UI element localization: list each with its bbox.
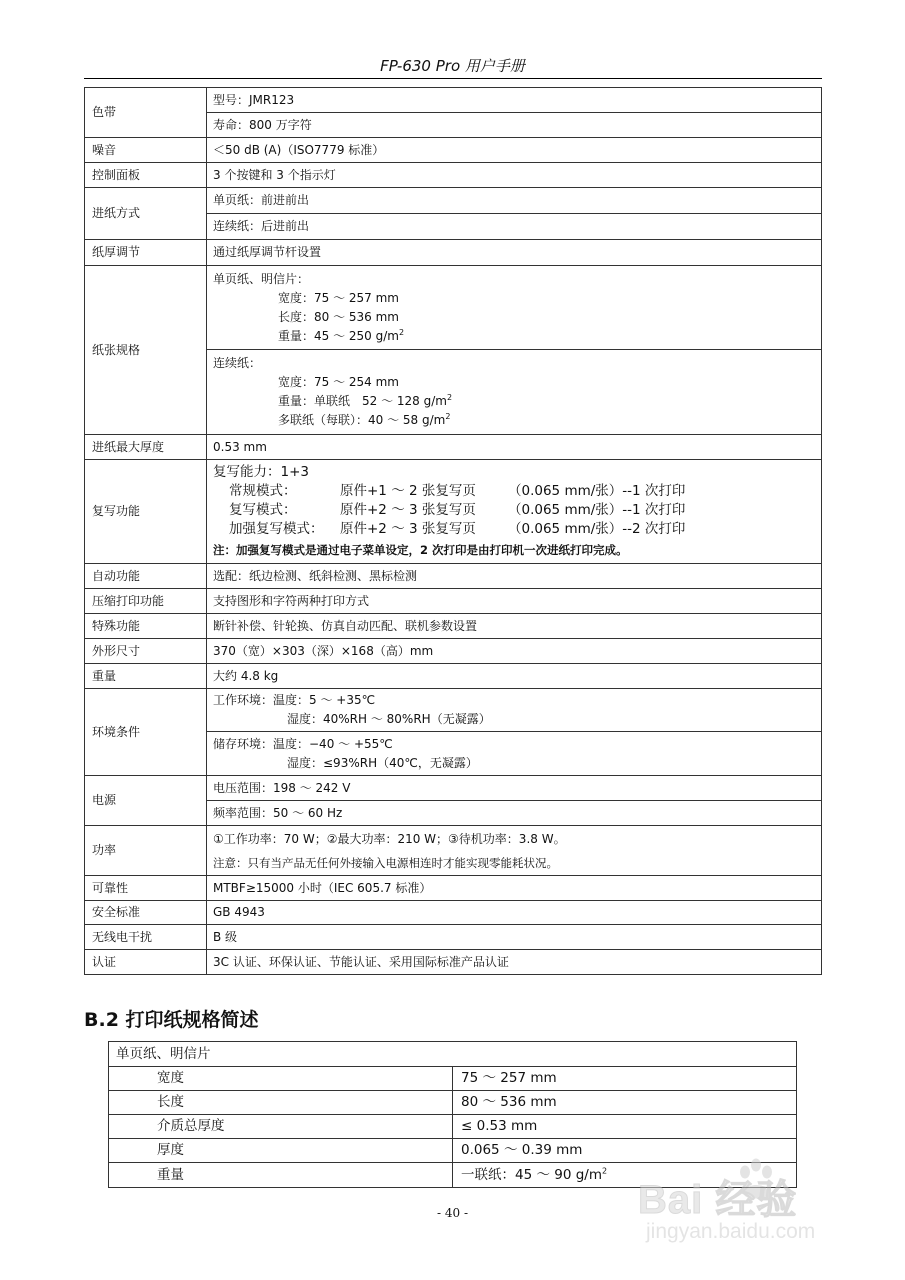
reliability-value: MTBF≥15000 小时（IEC 605.7 标准） (207, 876, 822, 901)
paper-row-key: 宽度 (109, 1067, 453, 1091)
paper-row-key: 介质总厚度 (109, 1115, 453, 1139)
env-store (207, 732, 822, 776)
radio-value: B 级 (207, 925, 822, 950)
consumption-value: ①工作功率：70 W；②最大功率：210 W；③待机功率：3.8 W。 (213, 831, 566, 846)
compress-label: 压缩打印功能 (85, 589, 207, 614)
paper-row-value: 0.065 ～ 0.39 mm (453, 1139, 797, 1163)
paper-row-value: 80 ～ 536 mm (453, 1091, 797, 1115)
superscript-2: 2 (445, 412, 451, 421)
paper-single-head: 单页纸、明信片： (213, 271, 310, 286)
copy-ability: 复写能力：1+3 (213, 463, 309, 480)
paper-cont-weight1: 重量：单联纸 52 ～ 128 g/m (278, 394, 447, 408)
ribbon-label: 色带 (85, 88, 207, 138)
copy-mode-name: 加强复写模式： (229, 520, 324, 537)
env-store-temp: 储存环境：温度：−40 ～ +55℃ (213, 736, 393, 751)
thickness-adj-label: 纸厚调节 (85, 240, 207, 266)
paper-single-spec (207, 266, 822, 350)
max-thickness-value: 0.53 mm (207, 435, 822, 460)
superscript-2: 2 (602, 1166, 608, 1175)
feed-label: 进纸方式 (85, 188, 207, 240)
env-label: 环境条件 (85, 689, 207, 776)
paper-table-header: 单页纸、明信片 (109, 1042, 797, 1067)
panel-label: 控制面板 (85, 163, 207, 188)
weight-label: 重量 (85, 664, 207, 689)
copy-mode-row (213, 482, 821, 501)
max-thickness-label: 进纸最大厚度 (85, 435, 207, 460)
spec-table (84, 87, 822, 975)
paper-cont-width: 宽度：75 ～ 254 mm (278, 375, 399, 389)
watermark-url: jingyan.baidu.com (646, 1220, 816, 1243)
copy-mode-row (213, 520, 821, 539)
panel-value: 3 个按键和 3 个指示灯 (207, 163, 822, 188)
env-work-humidity: 湿度：40%RH ～ 80%RH（无凝露） (287, 712, 491, 726)
paper-cont-head: 连续纸： (213, 356, 262, 370)
paper-row-value: 75 ～ 257 mm (453, 1067, 797, 1091)
paper-cont-weight1-line (213, 392, 821, 411)
copy-mode-name: 常规模式： (229, 482, 297, 499)
superscript-2: 2 (398, 327, 405, 337)
size-value: 370（宽）×303（深）×168（高）mm (207, 639, 822, 664)
env-store-humidity: 湿度：≤93%RH（40℃，无凝露） (287, 755, 478, 770)
env-work-temp: 工作环境：温度：5 ～ +35℃ (213, 693, 376, 707)
ribbon-model: 型号：JMR123 (207, 88, 822, 113)
page-header-title: FP-630 Pro 用户手册 (380, 57, 525, 75)
special-value: 断针补偿、针轮换、仿真自动匹配、联机参数设置 (207, 614, 822, 639)
power-label: 电源 (85, 776, 207, 826)
paper-cont-spec (207, 350, 822, 435)
paper-single-width: 宽度：75 ～ 257 mm (278, 290, 399, 305)
safety-label: 安全标准 (85, 901, 207, 925)
watermark-brand: Bai 经验 (638, 1178, 798, 1222)
copy-label: 复写功能 (85, 460, 207, 564)
feed-continuous: 连续纸：后进前出 (207, 214, 822, 240)
paper-single-length: 长度：80 ～ 536 mm (278, 309, 399, 324)
paper-row-key: 重量 (109, 1163, 453, 1188)
noise-label: 噪音 (85, 138, 207, 163)
weight-value: 大约 4.8 kg (207, 664, 822, 689)
ribbon-life: 寿命：800 万字符 (207, 113, 822, 138)
paper-row-value: 一联纸：45 ～ 90 g/m (461, 1166, 602, 1183)
paper-single-weight: 重量：45 ～ 250 g/m (278, 328, 399, 343)
copy-mode-name: 复写模式： (229, 501, 297, 518)
copy-function (207, 460, 822, 564)
env-work (207, 689, 822, 732)
copy-note: 注：加强复写模式是通过电子菜单设定，2 次打印是由打印机一次进纸打印完成。 (213, 542, 628, 557)
consumption-label: 功率 (85, 826, 207, 876)
paper-row-key: 长度 (109, 1091, 453, 1115)
paper-cont-weight2-line (213, 411, 821, 430)
size-label: 外形尺寸 (85, 639, 207, 664)
page-number: - 40 - (436, 1206, 468, 1220)
section-b2-title: B.2 打印纸规格简述 (84, 1009, 259, 1031)
auto-label: 自动功能 (85, 564, 207, 589)
paper-row-value: ≤ 0.53 mm (453, 1115, 797, 1139)
paper-single-weight-line (213, 327, 821, 346)
copy-mode-spec: 原件+2 ～ 3 张复写页 (340, 501, 476, 518)
copy-mode-result: （0.065 mm/张）--1 次打印 (508, 482, 686, 499)
consumption (207, 826, 822, 876)
compress-value: 支持图形和字符两种打印方式 (207, 589, 822, 614)
copy-mode-result: （0.065 mm/张）--2 次打印 (508, 520, 686, 537)
radio-label: 无线电干扰 (85, 925, 207, 950)
cert-value: 3C 认证、环保认证、节能认证、采用国际标准产品认证 (207, 950, 822, 975)
header-rule (84, 78, 822, 79)
special-label: 特殊功能 (85, 614, 207, 639)
superscript-2: 2 (446, 393, 453, 402)
copy-mode-spec: 原件+1 ～ 2 张复写页 (340, 482, 476, 499)
noise-value: ＜50 dB (A)（ISO7779 标准） (207, 138, 822, 163)
safety-value: GB 4943 (207, 901, 822, 925)
paper-spec-label: 纸张规格 (85, 266, 207, 435)
power-voltage: 电压范围：198 ～ 242 V (207, 776, 822, 801)
paper-cont-weight2: 多联纸（每联）：40 ～ 58 g/m (278, 413, 446, 427)
feed-single: 单页纸：前进前出 (207, 188, 822, 214)
paper-row-key: 厚度 (109, 1139, 453, 1163)
cert-label: 认证 (85, 950, 207, 975)
copy-mode-spec: 原件+2 ～ 3 张复写页 (340, 520, 476, 537)
power-freq: 频率范围：50 ～ 60 Hz (207, 801, 822, 826)
thickness-adj-value: 通过纸厚调节杆设置 (207, 240, 822, 266)
reliability-label: 可靠性 (85, 876, 207, 901)
copy-mode-row (213, 501, 821, 520)
consumption-note: 注意：只有当产品无任何外接输入电源相连时才能实现零能耗状况。 (213, 855, 558, 870)
copy-mode-result: （0.065 mm/张）--1 次打印 (508, 501, 686, 518)
auto-value: 选配：纸边检测、纸斜检测、黑标检测 (207, 564, 822, 589)
